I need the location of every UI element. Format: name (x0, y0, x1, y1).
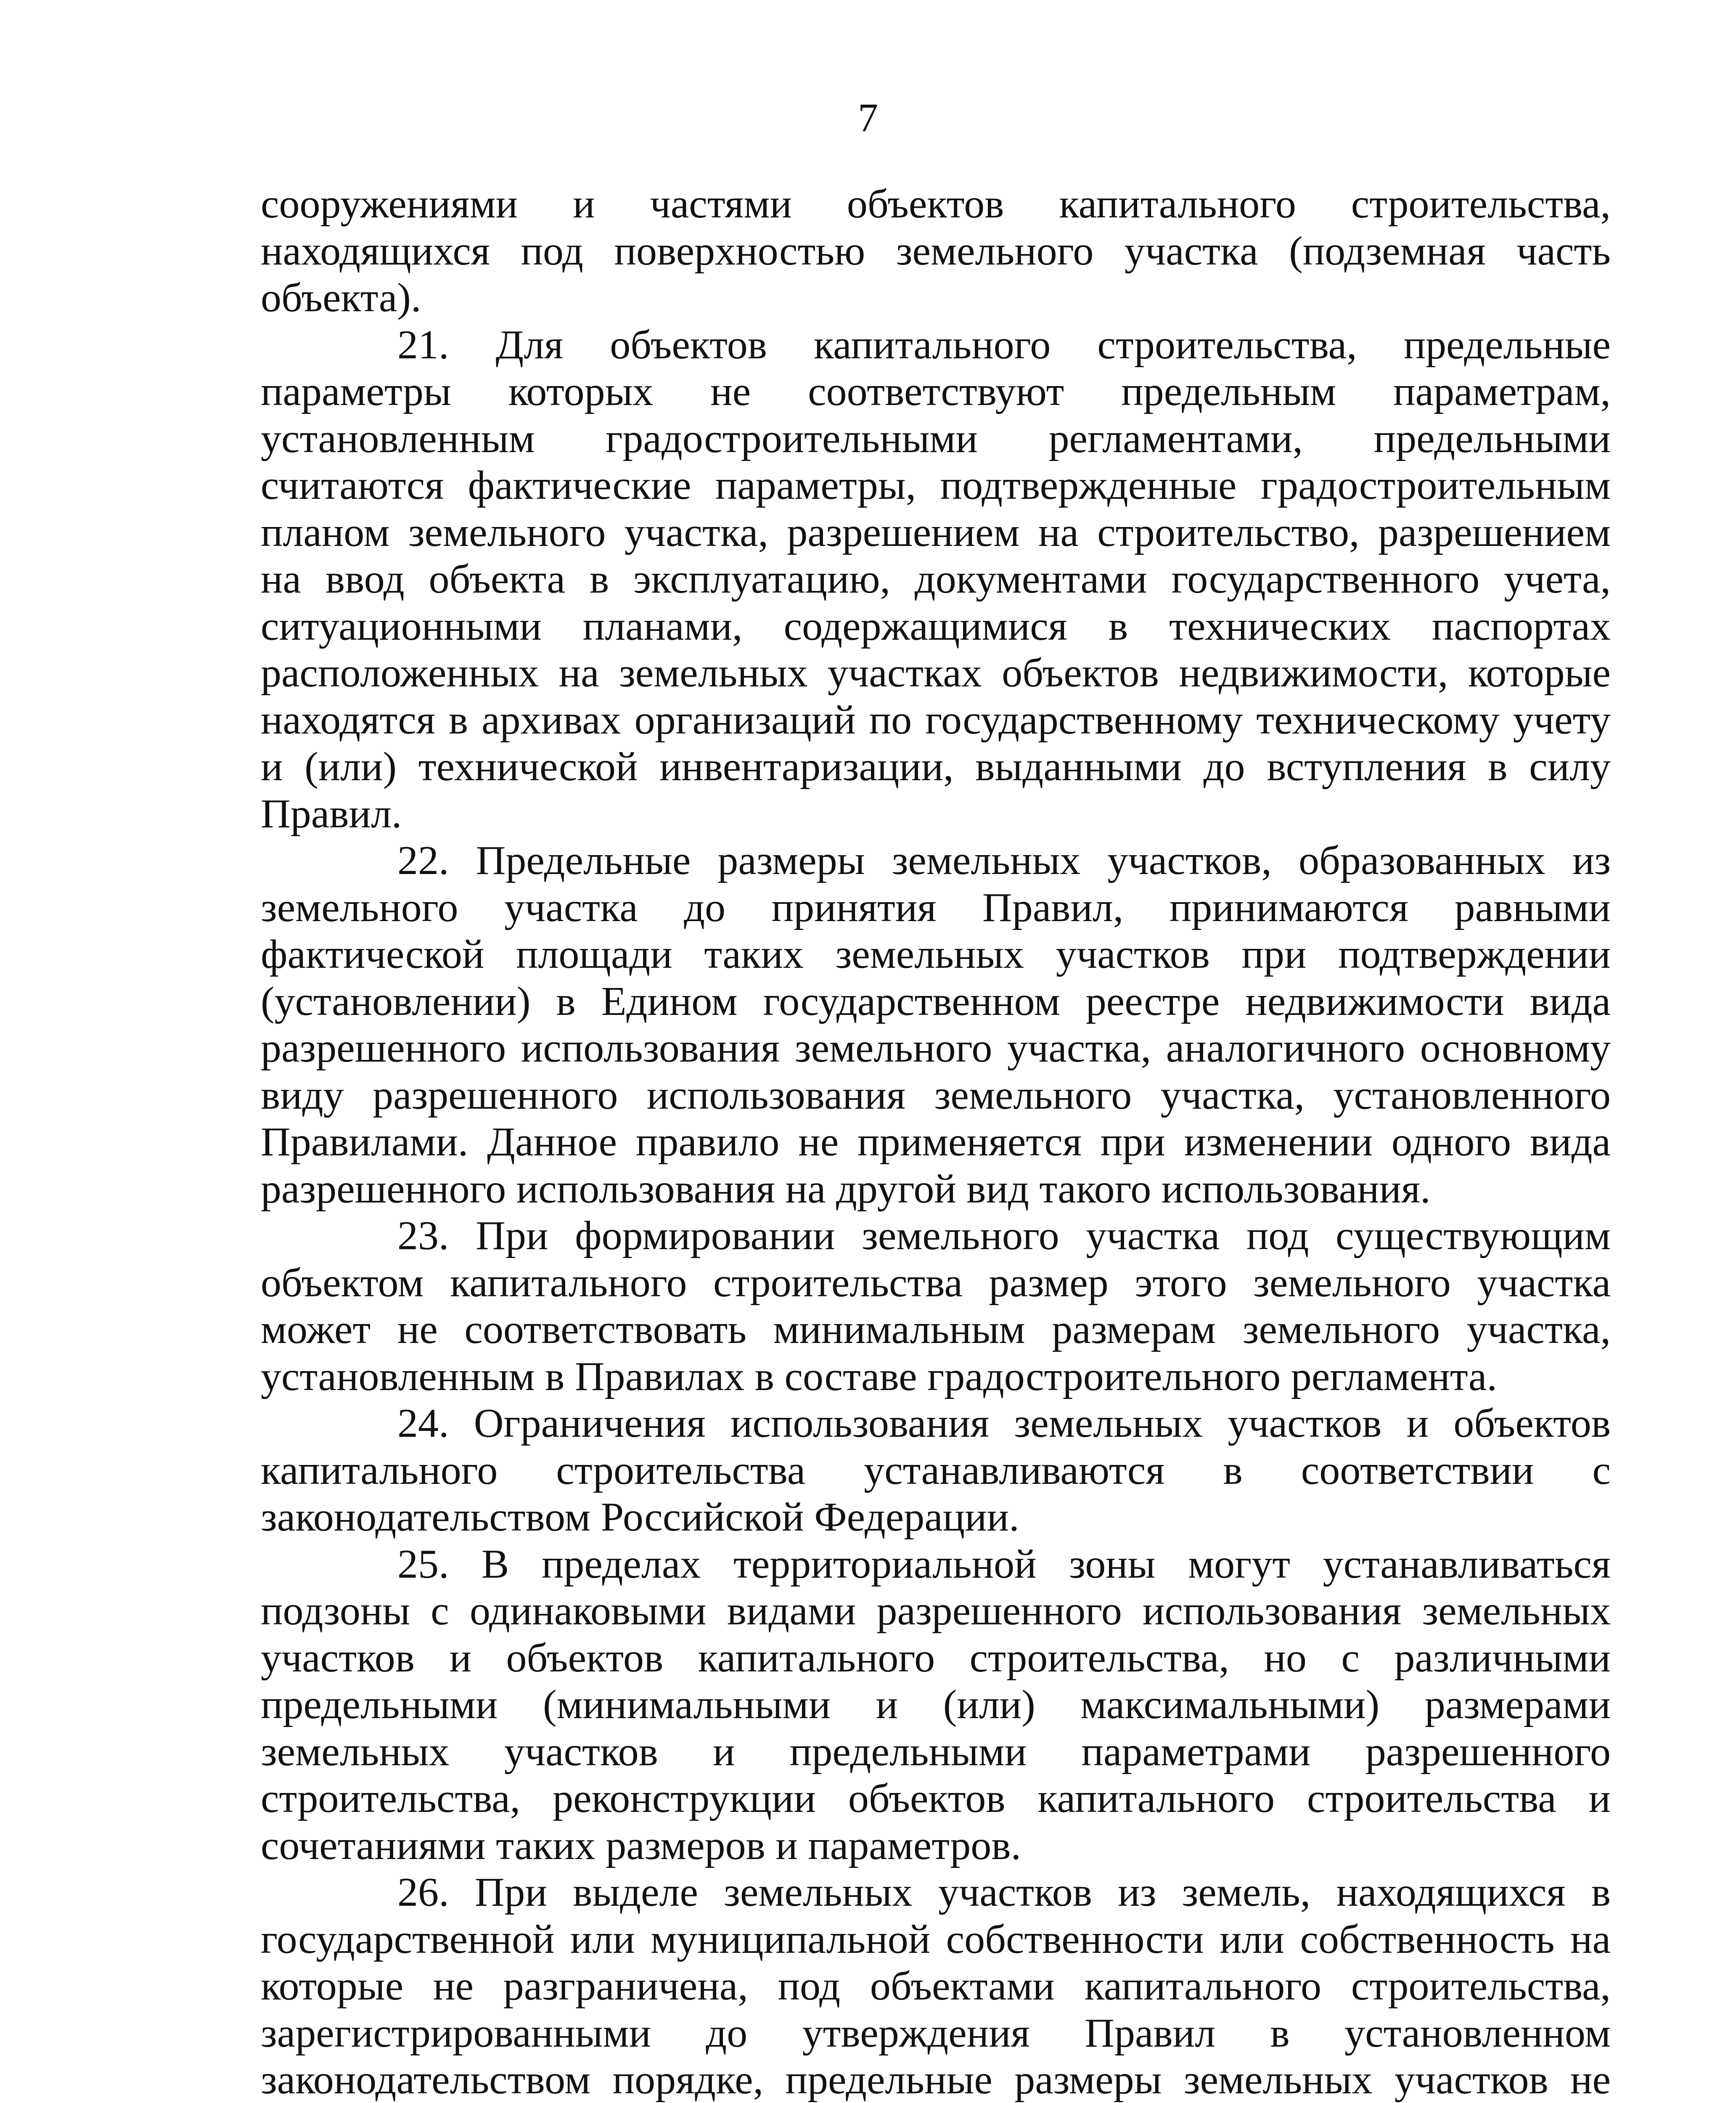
paragraph-26: 26. При выделе земельных участков из земель, находящихся в государственной или муниципальной собственности или собственность на которые не разграничена, под объектами капитального строительства, зарегистрированными до утверждения Правил в установленном законодательством порядке, предельные размеры земельных участков не (261, 1870, 1611, 2103)
paragraph-22: 22. Предельные размеры земельных участков, образованных из земельного участка до принятия Правил, принимаются равными фактической площади таких земельных участков при подтверждении (установлении) в Едином государственном реестре недвижимости вида разрешенного использования земельного участка, аналогичного основному виду разрешенного использования земельного участка, установленного Правилами. Данное правило не применяется при изменении одного вида разрешенного использования на другой вид такого использования. (261, 838, 1611, 1212)
paragraph-continuation: сооружениями и частями объектов капитального строительства, находящихся под поверхностью земельного участка (подземная часть объекта). (261, 181, 1611, 320)
document-body (261, 181, 1611, 2103)
paragraph-23: 23. При формировании земельного участка под существующим объектом капитального строительства размер этого земельного участка может не соответствовать минимальным размерам земельного участка, установленным в Правилах в составе градостроительного регламента. (261, 1213, 1611, 1399)
paragraph-24: 24. Ограничения использования земельных участков и объектов капитального строительства устанавливаются в соответствии с законодательством Российской Федерации. (261, 1401, 1611, 1540)
page-number: 7 (858, 95, 878, 140)
paragraph-21: 21. Для объектов капитального строительства, предельные параметры которых не соответствуют предельным параметрам, установленным градостроительными регламентами, предельными считаются фактические параметры, подтвержденные градостроительным планом земельного участка, разрешением на строительство, разрешением на ввод объекта в эксплуатацию, документами государственного учета, ситуационными планами, содержащимися в технических паспортах расположенных на земельных участках объектов недвижимости, которые находятся в архивах организаций по государственному техническому учету и (или) технической инвентаризации, выданными до вступления в силу Правил. (261, 322, 1611, 837)
paragraph-25: 25. В пределах территориальной зоны могут устанавливаться подзоны с одинаковыми видами разрешенного использования земельных участков и объектов капитального строительства, но с различными предельными (минимальными и (или) максимальными) размерами земельных участков и предельными параметрами разрешенного строительства, реконструкции объектов капитального строительства и сочетаниями таких размеров и параметров. (261, 1541, 1611, 1868)
